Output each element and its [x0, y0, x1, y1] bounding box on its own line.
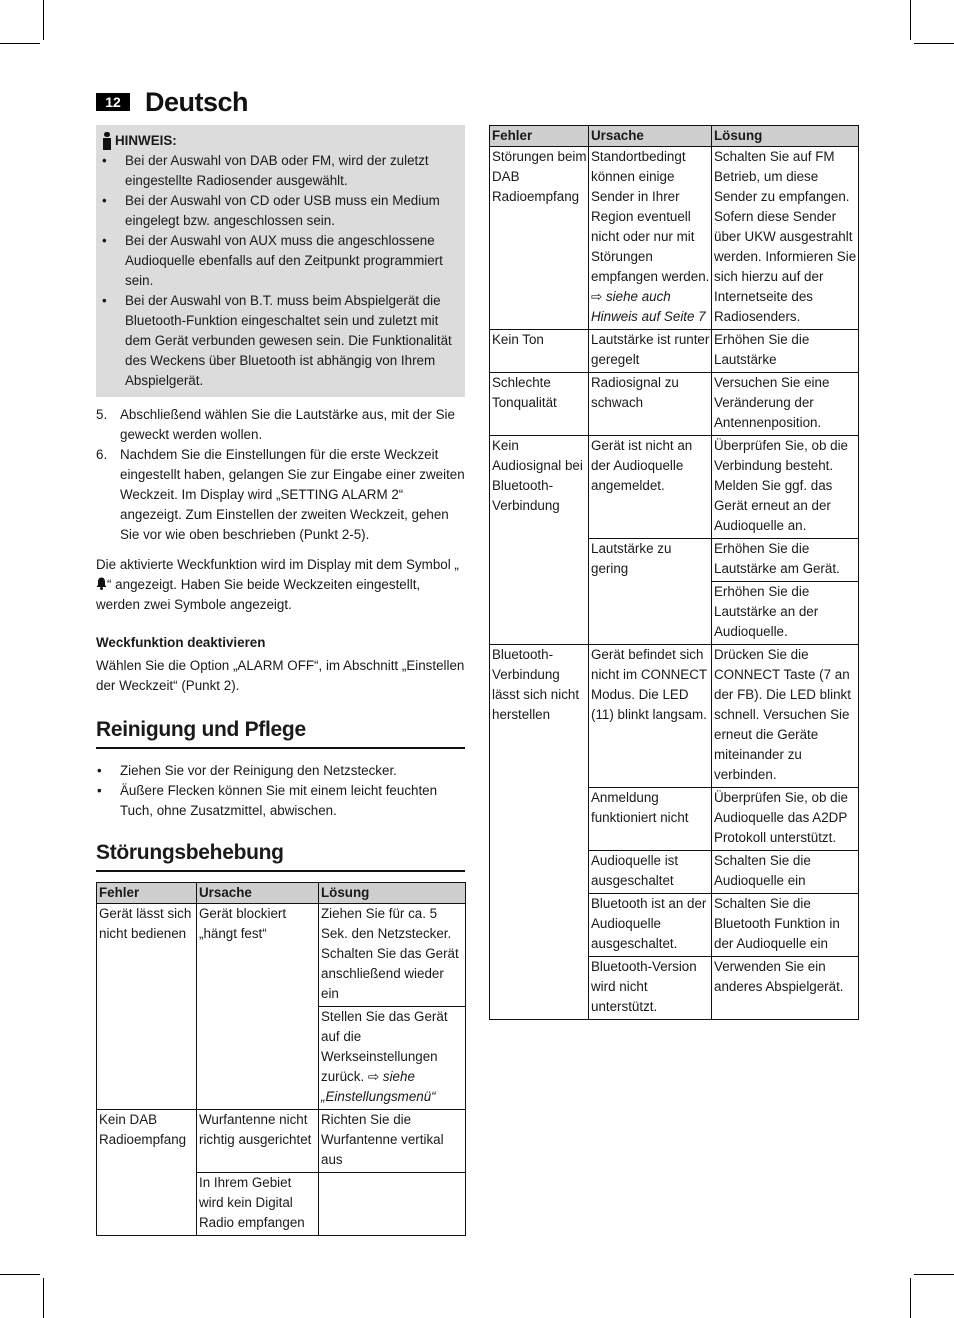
table-cell: Versuchen Sie eine Veränderung der Antennenposition. [712, 373, 859, 436]
table-cell: In Ihrem Gebiet wird kein Digital Radio empfangen [197, 1173, 319, 1236]
list-item: • Bei der Auswahl von B.T. muss beim Abspielgerät die Bluetooth-Funktion eingeschaltet sein und zuletzt mit dem Gerät verbunden gewesen sein. Die Funktionalität des Weckens über Bluetooth ist abhängig von Ihrem Abspielgerät. [102, 293, 452, 388]
column-header: Lösung [319, 883, 466, 904]
table-cell: Kein Audiosignal bei Bluetooth-Verbindung [490, 436, 589, 645]
arrow-icon: ⇨ [591, 289, 603, 304]
deactivate-text: Wählen Sie die Option „ALARM OFF“, im Abschnitt „Einstellen der Weckzeit“ (Punkt 2). [96, 658, 465, 693]
table-cell: Gerät ist nicht an der Audioquelle angemeldet. [589, 436, 712, 539]
list-item: • Bei der Auswahl von AUX muss die angeschlossene Audioquelle ebenfalls auf den Zeitpunkt programmiert sein. [102, 233, 443, 288]
table-row [97, 904, 466, 1007]
arrow-icon: ⇨ [367, 1069, 380, 1084]
crop-mark [910, 0, 911, 40]
crop-mark [914, 43, 954, 44]
troubleshooting-table-right [489, 125, 859, 1020]
note-title [96, 131, 459, 151]
troubleshooting-table-left [96, 882, 466, 1236]
table-cell: Verwenden Sie ein anderes Abspielgerät. [712, 957, 859, 1020]
list-item: 6. Nachdem Sie die Einstellungen für die erste Weckzeit eingestellt haben, gelangen Sie zur Eingabe einer zweiten Weckzeit. Im Display wird „SETTING ALARM 2“ angezeigt. Zum Einstellen der zweiten Weckzeit, gehen Sie vor wie oben beschrieben (Punkt 2-5). [96, 447, 465, 542]
table-row [490, 373, 859, 436]
table-header-row [97, 883, 466, 904]
table-cell: Lautstärke ist runter geregelt [589, 330, 712, 373]
table-cell: Anmeldung funktioniert nicht [589, 788, 712, 851]
section-title: Reinigung und Pflege [96, 716, 465, 749]
table-cell: Erhöhen Sie die Lautstärke am Gerät. [712, 539, 859, 582]
section-title: Störungsbehebung [96, 839, 465, 872]
table-cell: Stellen Sie das Gerät auf die Werkseinstellungen zurück. ⇨ siehe „Einstellungsmenü“ [319, 1007, 466, 1110]
table-cell: Schlechte Tonqualität [490, 373, 589, 436]
table-cell: Gerät lässt sich nicht bedienen [97, 904, 197, 1110]
note-list [96, 151, 459, 391]
note-title-text: HINWEIS: [115, 133, 177, 148]
table-cell: Radiosignal zu schwach [589, 373, 712, 436]
cleaning-list [96, 761, 465, 821]
list-item: • Äußere Flecken können Sie mit einem leicht feuchten Tuch, ohne Zusatzmittel, abwischen. [97, 783, 438, 818]
bell-icon [96, 577, 107, 590]
table-cell: Erhöhen Sie die Lautstärke [712, 330, 859, 373]
table-cell: Überprüfen Sie, ob die Verbindung besteht. Melden Sie ggf. das Gerät erneut an der Audioquelle an. [712, 436, 859, 539]
table-row [490, 330, 859, 373]
column-header: Ursache [589, 126, 712, 147]
table-header-row [490, 126, 859, 147]
table-cell: Lautstärke zu gering [589, 539, 712, 645]
table-cell: Schalten Sie die Audioquelle ein [712, 851, 859, 894]
table-cell: Schalten Sie die Bluetooth Funktion in der Audioquelle ein [712, 894, 859, 957]
table-cell: Gerät befindet sich nicht im CONNECT Modus. Die LED (11) blinkt langsam. [589, 645, 712, 788]
crop-mark [43, 1278, 44, 1318]
page-number: 12 [96, 93, 130, 111]
table-cell: Kein DAB Radioempfang [97, 1110, 197, 1236]
crop-mark [910, 1278, 911, 1318]
table-row [490, 645, 859, 788]
list-item: • Ziehen Sie vor der Reinigung den Netzstecker. [97, 763, 397, 778]
table-cell: Überprüfen Sie, ob die Audioquelle das A2DP Protokoll unterstützt. [712, 788, 859, 851]
steps-list [96, 405, 465, 545]
column-header: Lösung [712, 126, 859, 147]
table-cell: Erhöhen Sie die Lautstärke an der Audioquelle. [712, 582, 859, 645]
table-cell: Kein Ton [490, 330, 589, 373]
list-item: • Bei der Auswahl von CD oder USB muss ein Medium eingelegt bzw. angeschlossen sein. [102, 193, 440, 228]
left-column [96, 125, 465, 1236]
table-row [97, 1110, 466, 1173]
table-row [490, 436, 859, 539]
crop-mark [43, 0, 44, 40]
column-header: Ursache [197, 883, 319, 904]
crop-mark [0, 1274, 40, 1275]
table-cell: Wurfantenne nicht richtig ausgerichtet [197, 1110, 319, 1173]
table-cell: Bluetooth-Verbindung lässt sich nicht herstellen [490, 645, 589, 1020]
table-cell: Audioquelle ist ausgeschaltet [589, 851, 712, 894]
table-cell: Störungen beim DAB Radioempfang [490, 147, 589, 330]
table-cell: Standortbedingt können einige Sender in Ihrer Region eventuell nicht oder nur mit Störungen empfangen werden. ⇨ siehe auch Hinweis auf Seite 7 [589, 147, 712, 330]
column-header: Fehler [490, 126, 589, 147]
alarm-paragraph: Die aktivierte Weckfunktion wird im Display mit dem Symbol „“ angezeigt. Haben Sie beide Weckzeiten eingestellt, werden zwei Symbole angezeigt. [96, 557, 459, 612]
list-item: 5. Abschließend wählen Sie die Lautstärke aus, mit der Sie geweckt werden wollen. [96, 407, 455, 442]
table-cell: Richten Sie die Wurfantenne vertikal aus [319, 1110, 466, 1173]
table-cell: Bluetooth ist an der Audioquelle ausgeschaltet. [589, 894, 712, 957]
info-icon [102, 132, 112, 150]
table-cell: Bluetooth-Version wird nicht unterstützt. [589, 957, 712, 1020]
right-column [489, 125, 858, 1020]
table-cell: Ziehen Sie für ca. 5 Sek. den Netzstecker. Schalten Sie das Gerät anschließend wieder ein [319, 904, 466, 1007]
crop-mark [0, 43, 40, 44]
subheading: Weckfunktion deaktivieren [96, 635, 266, 650]
table-row [490, 147, 859, 330]
list-item: • Bei der Auswahl von DAB oder FM, wird der zuletzt eingestellte Radiosender ausgewählt. [102, 153, 429, 188]
table-cell: Drücken Sie die CONNECT Taste (7 an der FB). Die LED blinkt schnell. Versuchen Sie erneut die Geräte miteinander zu verbinden. [712, 645, 859, 788]
table-cell [319, 1173, 466, 1236]
crop-mark [914, 1274, 954, 1275]
table-cell: Schalten Sie auf FM Betrieb, um diese Sender zu empfangen. Sofern diese Sender über UKW ausgestrahlt werden. Informieren Sie sich hierzu auf der Internetseite des Radiosenders. [712, 147, 859, 330]
table-cell: Gerät blockiert „hängt fest“ [197, 904, 319, 1110]
note-box [96, 125, 465, 397]
column-header: Fehler [97, 883, 197, 904]
page-title: Deutsch [145, 87, 249, 117]
